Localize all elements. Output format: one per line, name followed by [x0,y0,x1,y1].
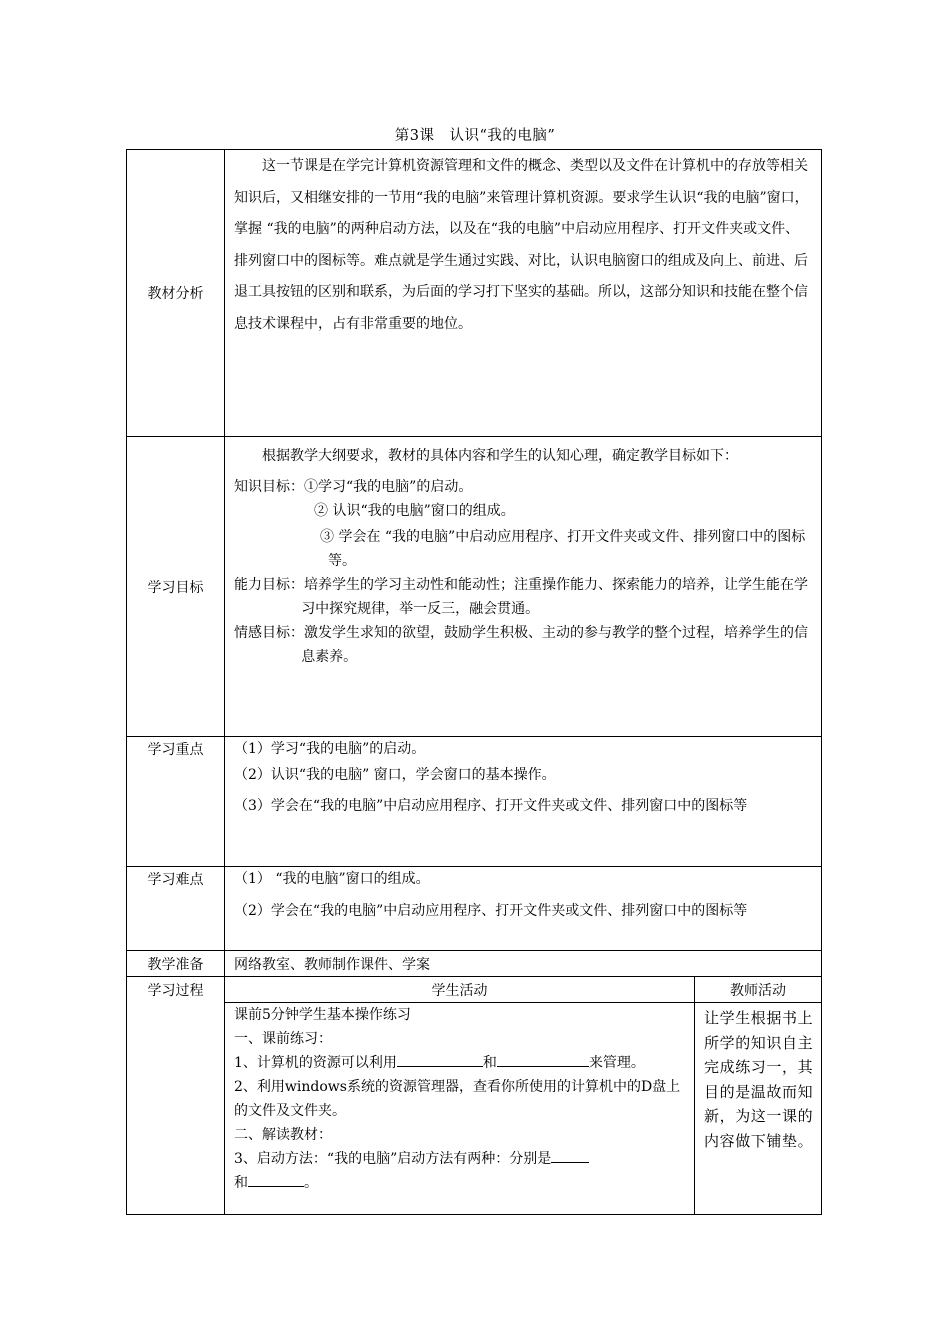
page-title: 第3课 认识“我的电脑” [394,128,556,144]
student-question-1 [234,1051,684,1075]
student-line-1: 课前5分钟学生基本操作练习 [234,1007,411,1023]
lesson-plan-table [126,149,822,1215]
analysis-content [225,150,822,437]
student-activity-header: 学生活动 [225,977,695,1003]
analysis-text: 这一节课是在学完计算机资源管理和文件的概念、类型以及文件在计算机中的存放等相关知识后，又相继安排的一节用“我的电脑”来管理计算机资源。要求学生认识“我的电脑”窗口，掌握 “我的电脑”的两种启动方法，以及在“我的电脑”中启动应用程序、打开文件夹或文件、排列窗口中的图标等。难点就是学生通过实践、对比，认识电脑窗口的组成及向上、前进、后退工具按钮的区别和联系，为后面的学习打下坚实的基础。所以，这部分知识和技能在整个信息技术课程中，占有非常重要的地位。 [234,158,809,332]
q1-blank-1[interactable] [397,1052,483,1067]
goals-emotion: 情感目标：激发学生求知的欲望，鼓励学生积极、主动的参与教学的整个过程，培养学生的信息素养。 [234,625,808,665]
goals-label: 学习目标 [127,437,225,737]
prep-text: 网络教室、教师制作课件、学案 [225,951,822,977]
q3-blank-2[interactable] [248,1172,304,1187]
student-line-2: 一、课前练习： [234,1031,332,1047]
focus-item-3: （3）学会在“我的电脑”中启动应用程序、打开文件夹或文件、排列窗口中的图标等 [234,798,748,814]
analysis-label: 教材分析 [127,150,225,437]
teacher-activity-header: 教师活动 [695,977,822,1003]
difficulty-label: 学习难点 [127,867,225,951]
goals-knowledge-3: ③ 学会在 “我的电脑”中启动应用程序、打开文件夹或文件、排列窗口中的图标等。 [320,529,806,569]
analysis-row [127,150,822,437]
focus-item-2: （2）认识“我的电脑” 窗口，学会窗口的基本操作。 [234,767,556,783]
focus-row [127,737,822,867]
goals-knowledge-1: 知识目标：①学习“我的电脑”的启动。 [234,479,473,495]
difficulty-row [127,867,822,951]
goals-knowledge-2: ② 认识“我的电脑”窗口的组成。 [314,503,515,519]
q1-blank-2[interactable] [497,1052,589,1067]
teacher-activity [695,1003,822,1215]
difficulty-content [225,867,822,951]
student-question-3 [234,1147,684,1195]
q1-part-b: 和 [482,1055,497,1071]
prep-row [127,951,822,977]
difficulty-item-2: （2）学会在“我的电脑”中启动应用程序、打开文件夹或文件、排列窗口中的图标等 [234,903,748,919]
goals-content [225,437,822,737]
student-question-2: 2、利用windows系统的资源管理器，查看你所使用的计算机中的D盘上的文件及文件夹。 [234,1079,681,1119]
q3-blank-1[interactable] [551,1148,589,1163]
q3-part-a: 3、启动方法：“我的电脑”启动方法有两种：分别是 [234,1151,552,1167]
q3-part-b: 和 [234,1175,248,1191]
focus-content [225,737,822,867]
difficulty-item-1: （1） “我的电脑”窗口的组成。 [234,871,430,887]
process-header-row [127,977,822,1003]
focus-label: 学习重点 [127,737,225,867]
process-label: 学习过程 [127,977,225,1215]
goals-ability: 能力目标：培养学生的学习主动性和能动性；注重操作能力、探索能力的培养，让学生能在学习中探究规律，举一反三，融会贯通。 [234,577,808,617]
focus-item-1: （1）学习“我的电脑”的启动。 [234,741,426,757]
q1-part-c: 来管理。 [588,1055,645,1071]
process-body-row [127,1003,822,1215]
q1-part-a: 1、计算机的资源可以利用 [234,1055,397,1071]
teacher-activity-text: 让学生根据书上所学的知识自主完成练习一，其目的是温故而知新，为这一课的内容做下铺垫。 [704,1009,814,1150]
goals-intro: 根据教学大纲要求，教材的具体内容和学生的认知心理，确定教学目标如下： [262,448,738,464]
q3-part-c: 。 [304,1175,318,1191]
student-line-3: 二、解读教材： [234,1127,332,1143]
prep-label: 教学准备 [127,951,225,977]
student-activity [225,1003,695,1215]
goals-row [127,437,822,737]
